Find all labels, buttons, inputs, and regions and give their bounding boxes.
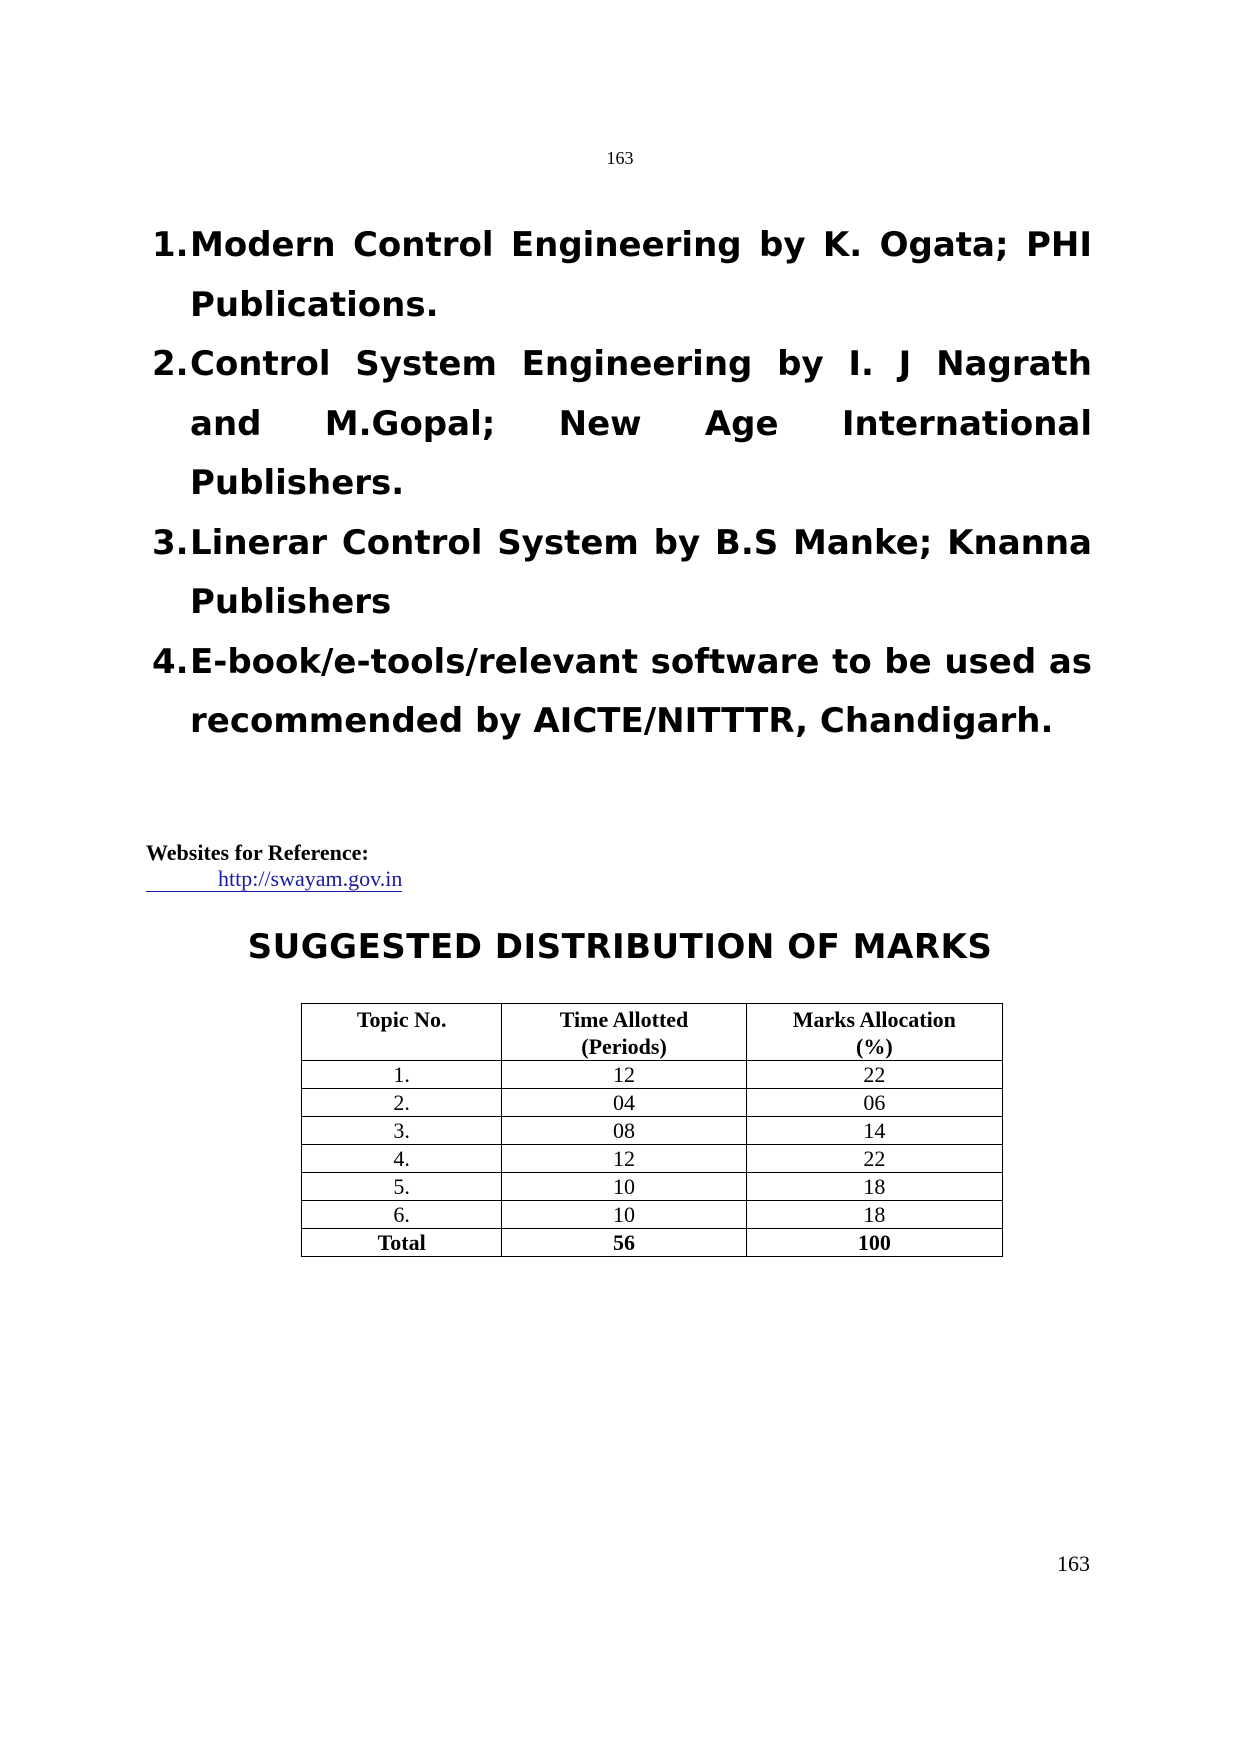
cell-topic: 1. <box>302 1061 502 1089</box>
total-marks: 100 <box>746 1229 1002 1257</box>
cell-time: 08 <box>502 1117 746 1145</box>
table-row <box>302 1173 1003 1201</box>
book-item <box>152 335 1092 514</box>
book-text: Control System Engineering by I. J Nagrath and M.Gopal; New Age International Publishers. <box>190 344 1092 503</box>
page-number-top: 163 <box>606 148 634 168</box>
book-number: 4. <box>152 641 189 682</box>
cell-marks: 14 <box>746 1117 1002 1145</box>
cell-topic: 3. <box>302 1117 502 1145</box>
book-text: Modern Control Engineering by K. Ogata; PHI Publications. <box>190 225 1092 325</box>
cell-time: 10 <box>502 1173 746 1201</box>
reference-books-list <box>152 216 1092 752</box>
table-total-row <box>302 1229 1003 1257</box>
header-time-allotted: Time Allotted (Periods) <box>502 1004 746 1061</box>
cell-time: 12 <box>502 1061 746 1089</box>
book-number: 3. <box>152 522 189 563</box>
book-text: Linerar Control System by B.S Manke; Knanna Publishers <box>190 522 1092 622</box>
cell-topic: 5. <box>302 1173 502 1201</box>
header-marks-allocation: Marks Allocation (%) <box>746 1004 1002 1061</box>
cell-time: 10 <box>502 1201 746 1229</box>
book-number: 1. <box>152 225 189 265</box>
websites-section <box>146 840 402 892</box>
cell-marks: 18 <box>746 1201 1002 1229</box>
cell-time: 04 <box>502 1089 746 1117</box>
marks-distribution-table <box>301 1003 1003 1257</box>
websites-heading: Websites for Reference: <box>146 840 369 865</box>
distribution-heading: SUGGESTED DISTRIBUTION OF MARKS <box>247 927 993 967</box>
cell-topic: 4. <box>302 1145 502 1173</box>
table-row <box>302 1061 1003 1089</box>
cell-topic: 2. <box>302 1089 502 1117</box>
page-number-bottom: 163 <box>1057 1551 1090 1576</box>
table-row <box>302 1145 1003 1173</box>
website-line <box>146 866 402 892</box>
book-item <box>152 514 1092 633</box>
total-time: 56 <box>502 1229 746 1257</box>
cell-marks: 06 <box>746 1089 1002 1117</box>
book-number: 2. <box>152 344 189 384</box>
book-item <box>152 216 1092 335</box>
swayam-link[interactable]: http://swayam.gov.in <box>146 866 402 892</box>
book-item <box>152 633 1092 752</box>
table-row <box>302 1117 1003 1145</box>
cell-marks: 22 <box>746 1061 1002 1089</box>
header-topic: Topic No. <box>302 1004 502 1061</box>
cell-time: 12 <box>502 1145 746 1173</box>
table-row <box>302 1201 1003 1229</box>
table-header-row <box>302 1004 1003 1061</box>
book-text: E-book/e-tools/relevant software to be used as recommended by AICTE/NITTTR, Chandigarh. <box>190 641 1092 741</box>
table-row <box>302 1089 1003 1117</box>
cell-topic: 6. <box>302 1201 502 1229</box>
cell-marks: 18 <box>746 1173 1002 1201</box>
total-label: Total <box>302 1229 502 1257</box>
cell-marks: 22 <box>746 1145 1002 1173</box>
